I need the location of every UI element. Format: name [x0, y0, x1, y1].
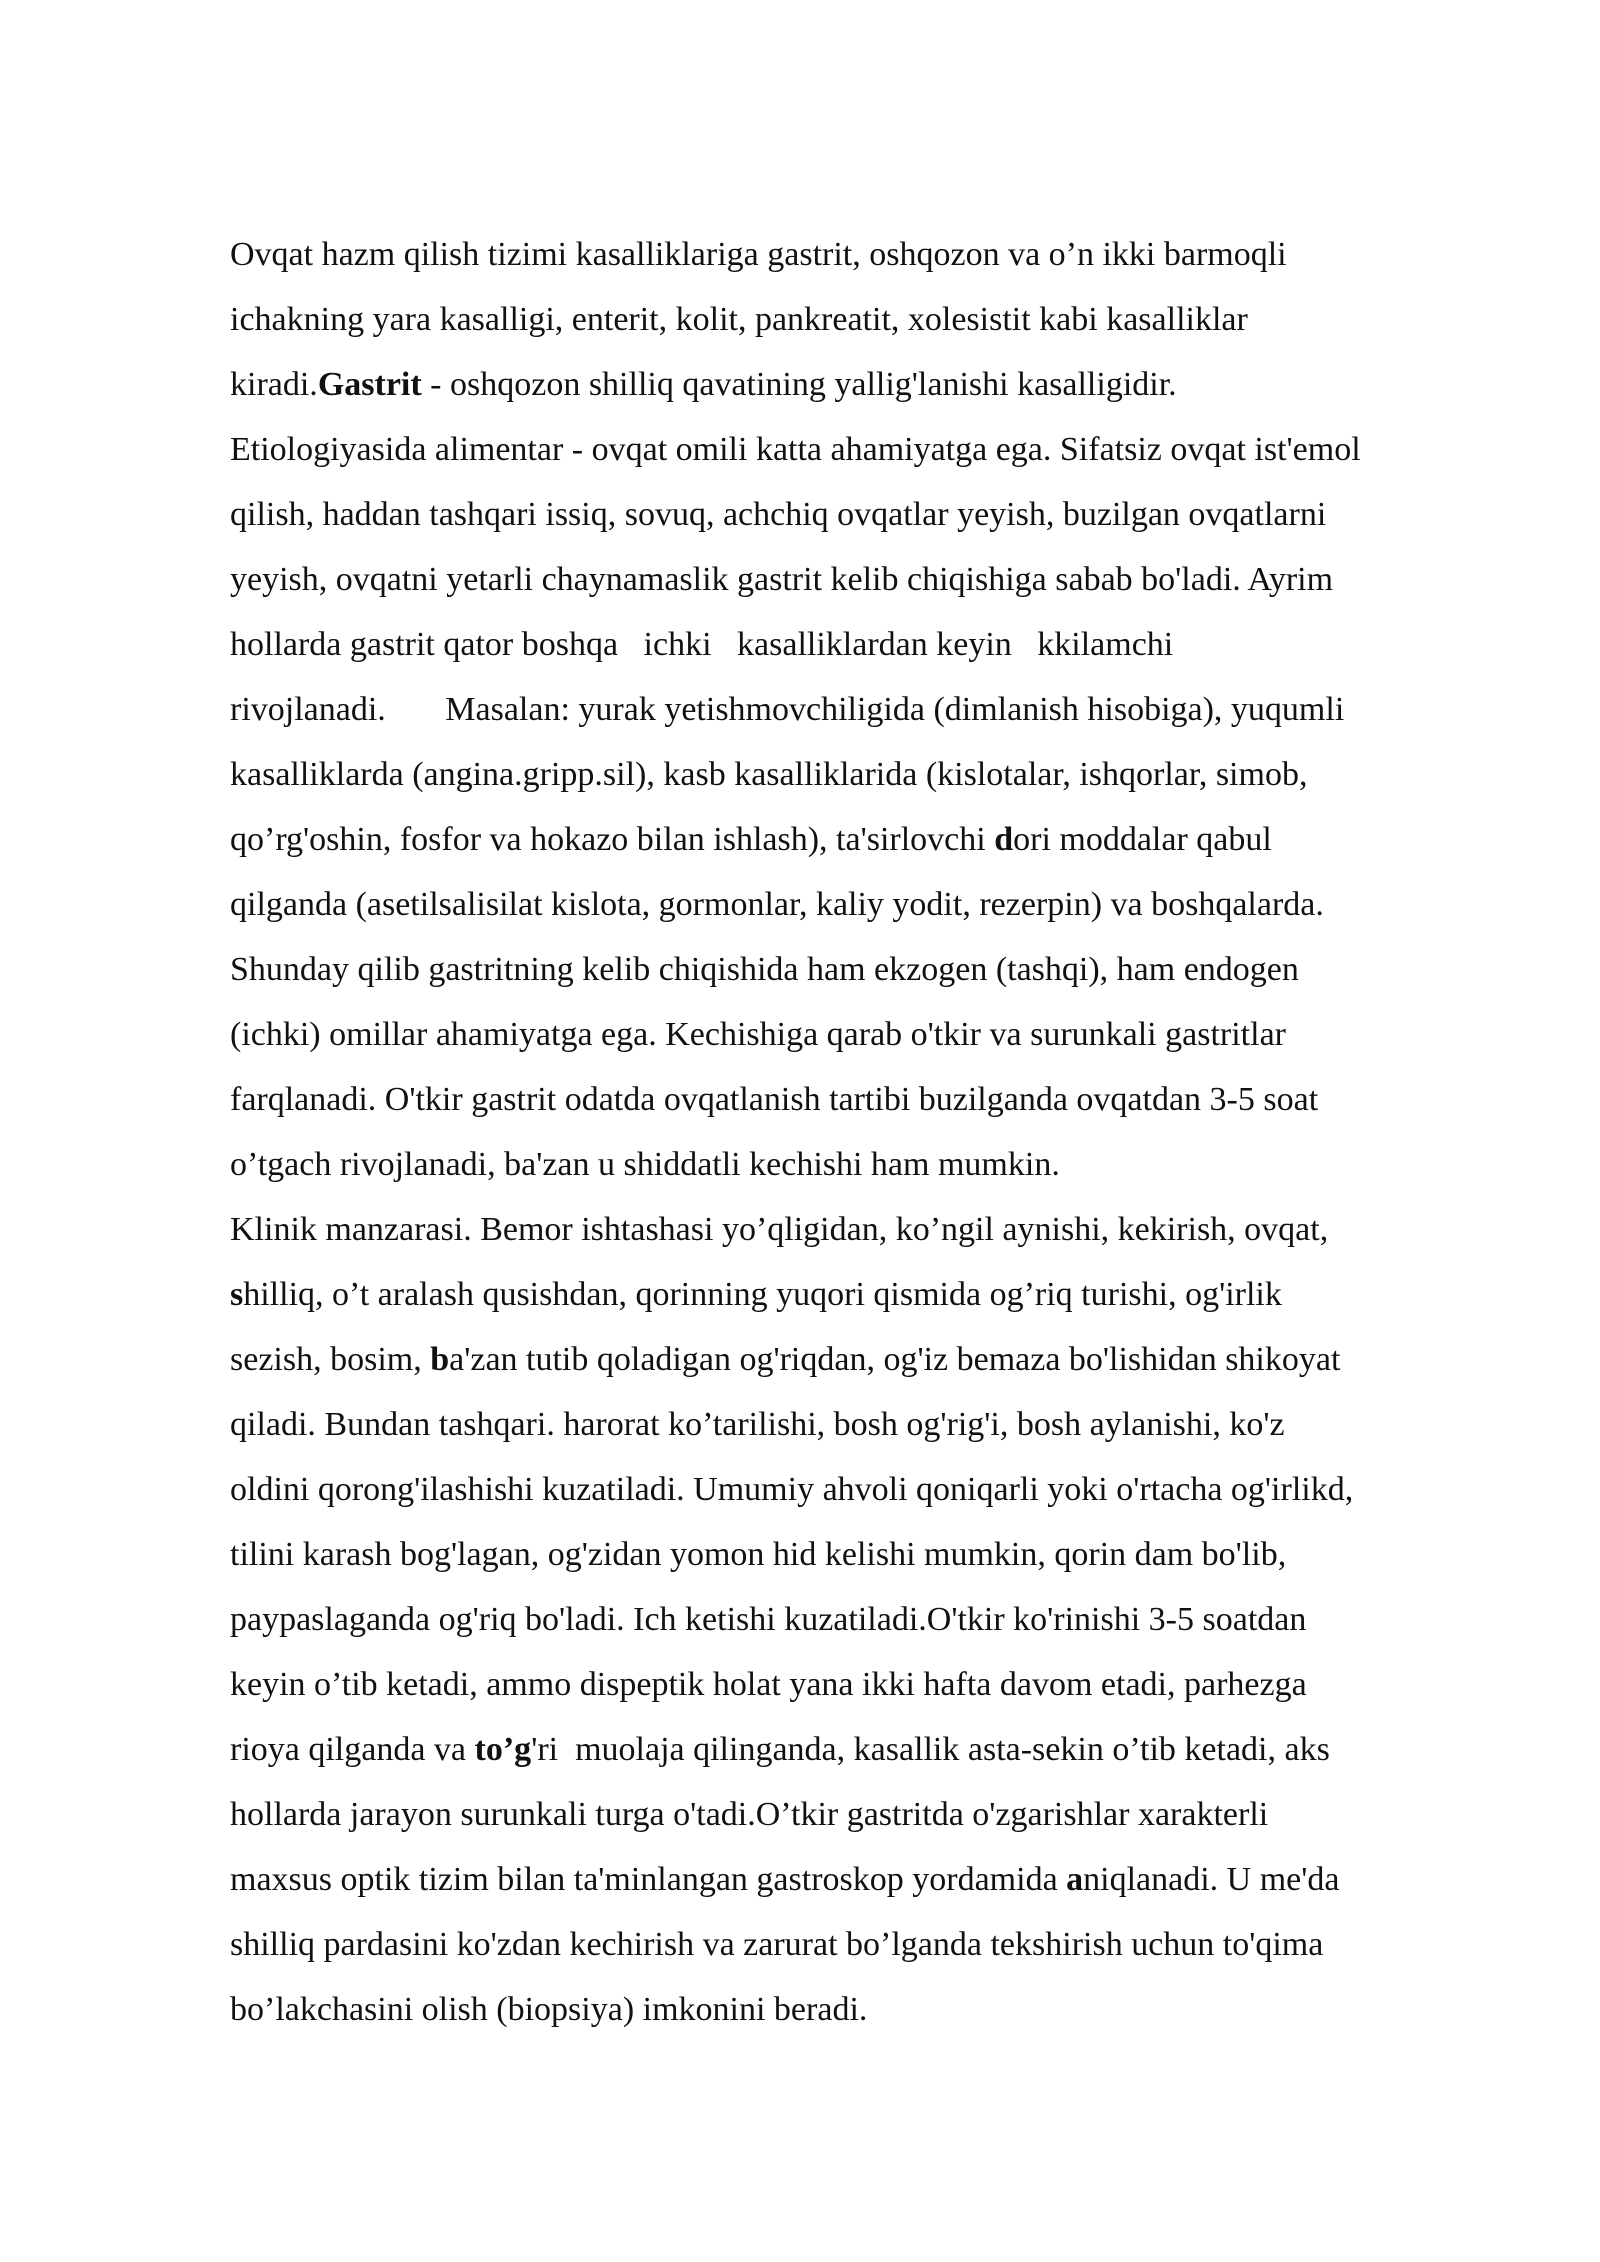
text-line [230, 1782, 1530, 1847]
text-line [230, 807, 1530, 872]
text-line [230, 352, 1530, 417]
text-line [230, 1067, 1530, 1132]
text-line [230, 1912, 1530, 1977]
text-run: paypaslaganda og'riq bo'ladi. Ich ketishi kuzatiladi.O'tkir ko'rinishi 3-5 soatdan [230, 1601, 1307, 1638]
text-run: ori moddalar qabul [1013, 821, 1272, 858]
text-run: (ichki) omillar ahamiyatga ega. Kechishiga qarab o'tkir va surunkali gastritlar [230, 1016, 1286, 1053]
text-run: qilish, haddan tashqari issiq, sovuq, achchiq ovqatlar yeyish, buzilgan ovqatlarni [230, 496, 1327, 533]
bold-text-run: s [230, 1276, 244, 1313]
text-line [230, 482, 1530, 547]
text-run: rioya qilganda va [230, 1731, 475, 1768]
text-run: tilini karash bog'lagan, og'zidan yomon hid kelishi mumkin, qorin dam bo'lib, [230, 1536, 1287, 1573]
text-run: qo’rg'oshin, fosfor va hokazo bilan ishlash), ta'sirlovchi [230, 821, 995, 858]
text-line [230, 677, 1530, 742]
text-line [230, 222, 1530, 287]
text-run: hollarda gastrit qator boshqa ichki kasalliklardan keyin kkilamchi [230, 626, 1174, 663]
text-run: rivojlanadi. Masalan: yurak yetishmovchiligida (dimlanish hisobiga), yuqumli [230, 691, 1345, 728]
text-run: ichakning yara kasalligi, enterit, kolit, pankreatit, xolesistit kabi kasalliklar [230, 301, 1248, 338]
text-run: Etiologiyasida alimentar - ovqat omili katta ahamiyatga ega. Sifatsiz ovqat ist'emol [230, 431, 1361, 468]
text-line [230, 1847, 1530, 1912]
bold-text-run: b [430, 1341, 450, 1378]
text-run: kasalliklarda (angina.gripp.sil), kasb kasalliklarida (kislotalar, ishqorlar, simob, [230, 756, 1308, 793]
text-line [230, 1717, 1530, 1782]
text-line [230, 742, 1530, 807]
document-body-text [230, 222, 1530, 2042]
text-line [230, 872, 1530, 937]
text-line [230, 1457, 1530, 1522]
text-line [230, 1002, 1530, 1067]
bold-text-run: Gastrit [317, 366, 422, 403]
text-run: farqlanadi. O'tkir gastrit odatda ovqatlanish tartibi buzilganda ovqatdan 3-5 soat [230, 1081, 1319, 1118]
text-line [230, 1132, 1530, 1197]
text-run: sezish, bosim, [230, 1341, 431, 1378]
text-line [230, 287, 1530, 352]
text-run: maxsus optik tizim bilan ta'minlangan gastroskop yordamida [230, 1861, 1067, 1898]
bold-text-run: d [994, 821, 1014, 858]
text-run: hollarda jarayon surunkali turga o'tadi.O’tkir gastritda o'zgarishlar xarakterli [230, 1796, 1269, 1833]
text-run: yeyish, ovqatni yetarli chaynamaslik gastrit kelib chiqishiga sabab bo'ladi. Ayrim [230, 561, 1334, 598]
text-line [230, 937, 1530, 1002]
text-line [230, 1977, 1530, 2042]
text-line [230, 1327, 1530, 1392]
text-run: 'ri muolaja qilinganda, kasallik asta-sekin o’tib ketadi, aks [531, 1731, 1330, 1768]
text-run: kiradi. [230, 366, 318, 403]
text-line [230, 1652, 1530, 1717]
text-run: hilliq, o’t aralash qusishdan, qorinning yuqori qismida og’riq turishi, og'irlik [243, 1276, 1282, 1313]
text-run: oldini qorong'ilashishi kuzatiladi. Umumiy ahvoli qoniqarli yoki o'rtacha og'irlikd, [230, 1471, 1354, 1508]
text-line [230, 612, 1530, 677]
text-line [230, 1522, 1530, 1587]
text-line [230, 1262, 1530, 1327]
text-run: keyin o’tib ketadi, ammo dispeptik holat yana ikki hafta davom etadi, parhezga [230, 1666, 1307, 1703]
bold-text-run: to’g [474, 1731, 532, 1768]
text-run: Klinik manzarasi. Bemor ishtashasi yo’qligidan, ko’ngil aynishi, kekirish, ovqat, [230, 1211, 1329, 1248]
text-run: o’tgach rivojlanadi, ba'zan u shiddatli kechishi ham mumkin. [230, 1146, 1060, 1183]
text-line [230, 417, 1530, 482]
text-line [230, 1197, 1530, 1262]
bold-text-run: a [1066, 1861, 1084, 1898]
text-run: - oshqozon shilliq qavatining yallig'lanishi kasalligidir. [421, 366, 1177, 403]
text-run: qiladi. Bundan tashqari. harorat ko’tarilishi, bosh og'rig'i, bosh aylanishi, ko'z [230, 1406, 1285, 1443]
text-run: Ovqat hazm qilish tizimi kasalliklariga gastrit, oshqozon va o’n ikki barmoqli [230, 236, 1287, 273]
text-run: bo’lakchasini olish (biopsiya) imkonini beradi. [230, 1991, 868, 2028]
text-line [230, 1587, 1530, 1652]
text-run: niqlanadi. U me'da [1083, 1861, 1340, 1898]
text-run: a'zan tutib qoladigan og'riqdan, og'iz bemaza bo'lishidan shikoyat [449, 1341, 1341, 1378]
text-run: shilliq pardasini ko'zdan kechirish va zarurat bo’lganda tekshirish uchun to'qima [230, 1926, 1324, 1963]
text-run: qilganda (asetilsalisilat kislota, gormonlar, kaliy yodit, rezerpin) va boshqalarda. [230, 886, 1324, 923]
text-line [230, 547, 1530, 612]
text-line [230, 1392, 1530, 1457]
text-run: Shunday qilib gastritning kelib chiqishida ham ekzogen (tashqi), ham endogen [230, 951, 1299, 988]
